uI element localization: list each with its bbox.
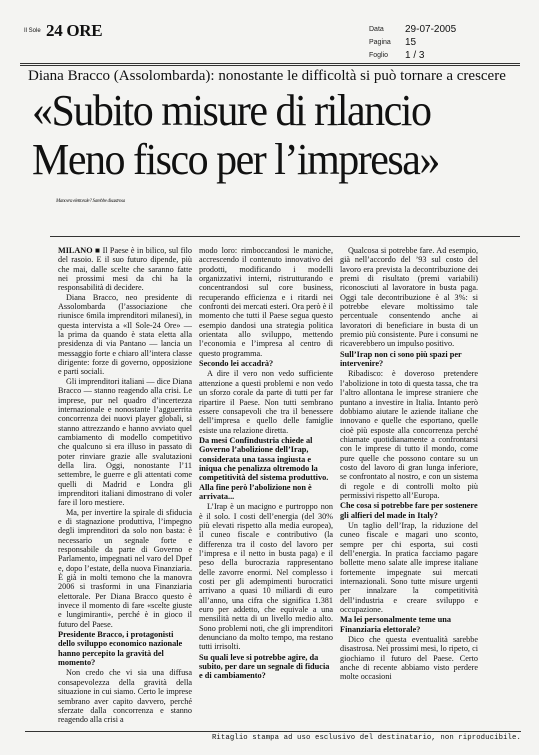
paragraph: Ma, per invertire la spirale di sfiducia e di stagnazione produttiva, l’impegno degli imprenditori da solo non basta: è necessario un segnale forte e responsabile da parte di Governo e Parlamento, impegnati nel varo del Dpef e, dopo l’estate, della nuova Finanziaria. È già in molti temono che la manovra 2006 si trasformi in una Finanziaria elettorale. Per Diana Bracco questo è invece il momento di fare «scelte giuste e lungimiranti», perché è in gioco il futuro del Paese. [58,507,192,629]
paragraph: Qualcosa si potrebbe fare. Ad esempio, già nell’accordo del ’93 sul costo del lavoro era prevista la decontribuzione dei premi di risultato (premi variabili) riconosciuti al lavoratore in busta paga. Oggi tale decontribuzione è al 3%: si potrebbe elevare moltissimo tale percentuale consentendo anche ai lavoratori di beneficiare in busta di un premio più consistente. Pure i consumi ne ricaverebbero un impulso positivo. [340,246,478,349]
paragraph: A dire il vero non vedo sufficiente attenzione a questi problemi e non vedo un sforzo corale da parte di tutti per far ripartire il Paese. Non tutti sembrano essere consapevoli che tra il benessere dell’impresa e quello delle famiglie esiste una relazione diretta. [199,369,333,435]
interview-question: Ma lei personalmente teme una Finanziaria elettorale? [340,615,452,634]
clipping-info-box [363,22,515,62]
interview-question: Su quali leve si potrebbe agire, da subito, per dare un segnale di fiducia e di cambiamento? [199,652,330,681]
headline-line-2: Meno fisco per l’impresa» [32,135,439,185]
article-subhead: Manovra elettorale? Sarebbe disastrosa [56,199,125,204]
masthead-logo-small: Il Sole [24,28,41,34]
top-divider-second [20,65,520,66]
sheet-value: 1 / 3 [405,50,425,61]
interview-question: Da mesi Confindustria chiede al Governo l’abolizione dell’Irap, considerata una tassa ingiusta e iniqua che penalizza oltremodo la competitività del sistema produttivo. Alla fine però l’abolizione non è arrivata... [199,435,329,501]
reproduction-notice: Ritaglio stampa ad uso esclusivo del destinatario, non riproducibile. [25,731,521,744]
article-column-2 [199,246,333,682]
paragraph: MILANO ■ Il Paese è in bilico, sul filo del rasoio. E il suo futuro dipende, più che mai, dalle scelte che saranno fatte nei prossimi mesi da chi ha la responsabilità di decidere. [58,246,192,293]
interview-question: Sull’Irap non ci sono più spazi per intervenire? [340,349,462,369]
page-value: 15 [405,37,417,48]
headline-line-1: «Subito misure di rilancio [32,86,431,136]
interview-question: Presidente Bracco, i protagonisti dello sviluppo economico nazionale hanno percepito la gravità del momento? [58,630,183,668]
interview-question: Che cosa si potrebbe fare per sostenere gli alfieri del made in Italy? [340,501,478,520]
sheet-row [369,50,515,62]
paragraph: modo loro: rimboccandosi le maniche, accrescendo il contenuto innovativo dei prodotti, modificando i modelli organizzativi interni, ristrutturando e concentrandosi sul core business, recuperando efficienza e i ritardi nei confronti dei mercati esteri. Ora però è il momento che tutti il Paese segua questo esempio dandosi una strategia politica orientata allo sviluppo, mettendo l’economia e l’impresa al centro di questo programma. [199,246,333,358]
article-column-1 [58,246,192,725]
page-row [369,37,515,49]
paragraph: Un taglio dell’Irap, la riduzione del cuneo fiscale e magari uno sconto, sempre per chi esporta, sui costi dell’energia. In pratica facciamo pagare bollette meno salate alle imprese italiane fortemente impegnate sui mercati internazionali. Sono tutte misure urgenti per innalzare la competitività dell’industria e creare sviluppo e occupazione. [340,520,478,615]
paragraph: Diana Bracco, neo presidente di Assolombarda (l’associazione che riunisce 6mila imprenditori milanesi), in questa intervista a «Il Sole-24 Ore» — la prima da quando è stata eletta alla presidenza di via Pantano — lancia un messaggio forte e chiaro all’intera classe dirigente: forze di governo, opposizione e parti sociali. [58,292,192,377]
paragraph: Ribadisco: è doveroso pretendere l’abolizione in toto di questa tassa, che tra l’altro allontana le imprese straniere che puntano a investire in Italia. Intanto però dobbiamo aiutare le aziende italiane che innovano e quelle che esportano, quelle cioè più esposte alla concorrenza perché chiamate quotidianamente a confrontarsi con le imprese di tutto il mondo, come pure quelle che possono contare su un costo del lavoro di gran lunga inferiore, se confrontato al nostro, e con un sistema di regole e di controlli molto più permissivi rispetto all’Europa. [340,369,478,500]
paragraph: Dico che questa eventualità sarebbe disastrosa. Nei prossimi mesi, lo ripeto, ci giochiamo il futuro del Paese. Certo anche di recente abbiamo visto perdere molte occasioni [340,635,478,682]
headline-divider [50,236,520,237]
masthead-logo: 24 ORE [46,21,103,40]
dateline: MILANO [58,246,93,255]
date-value: 29-07-2005 [405,24,457,35]
paragraph: Non credo che vi sia una diffusa consapevolezza della gravità della situazione in cui siamo. Certo le imprese sembrano aver capito davvero, perché sferzate dalla concorrenza e stanno reagendo alla crisi a [58,668,192,725]
masthead [24,22,354,54]
paragraph: L’Irap è un macigno e purtroppo non è il solo. I costi dell’energia (del 30% più elevati rispetto alla media europea), il cuneo fiscale e contributivo (la differenza tra il costo del lavoro per l’impresa e il netto in busta paga) e il peso della burocrazia rappresentano delle zavorre enormi. Nel complesso i costi per gli adempimenti burocratici arrivano a quasi 10 miliardi di euro all’anno, una cifra che significa 1.381 euro per addetto, che equivale a una mensilità netta di un livello medio alto. Sono problemi noti, che gli imprenditori denunciano da molto tempo, ma restano tutti irrisolti. [199,502,333,652]
sheet-label: Foglio [369,52,389,59]
interview-question: Secondo lei accadrà? [199,359,274,369]
article-column-3 [340,246,478,682]
top-divider [20,63,520,64]
date-row [369,24,515,36]
date-label: Data [369,26,384,33]
paragraph-text: Il Paese è in bilico, sul filo del rasoio. E il suo futuro dipende, più che mai, dalle scelte che saranno fatte nei prossimi mesi da chi ha la responsabilità di decidere. [58,246,192,293]
page-label: Pagina [369,39,391,46]
article-kicker: Diana Bracco (Assolombarda): nonostante le difficoltà si può tornare a crescere [28,68,506,84]
paragraph: Gli imprenditori italiani — dice Diana Bracco — stanno reagendo alla crisi. Le imprese, pur nel quadro d’incertezza internazionale e nonostante l’agguerrita concorrenza dei nuovi player globali, si stanno attrezzando e hanno avviato quel cambiamento di modello competitivo che qualcuno si era illuso in passato di poter rinviare grazie alle svalutazioni della lira. Oggi, nonostante l’11 settembre, le guerre e gli attentati come quelli di Madrid e Londra gli imprenditori italiani dimostrano di voler fare il loro mestiere. [58,376,192,508]
